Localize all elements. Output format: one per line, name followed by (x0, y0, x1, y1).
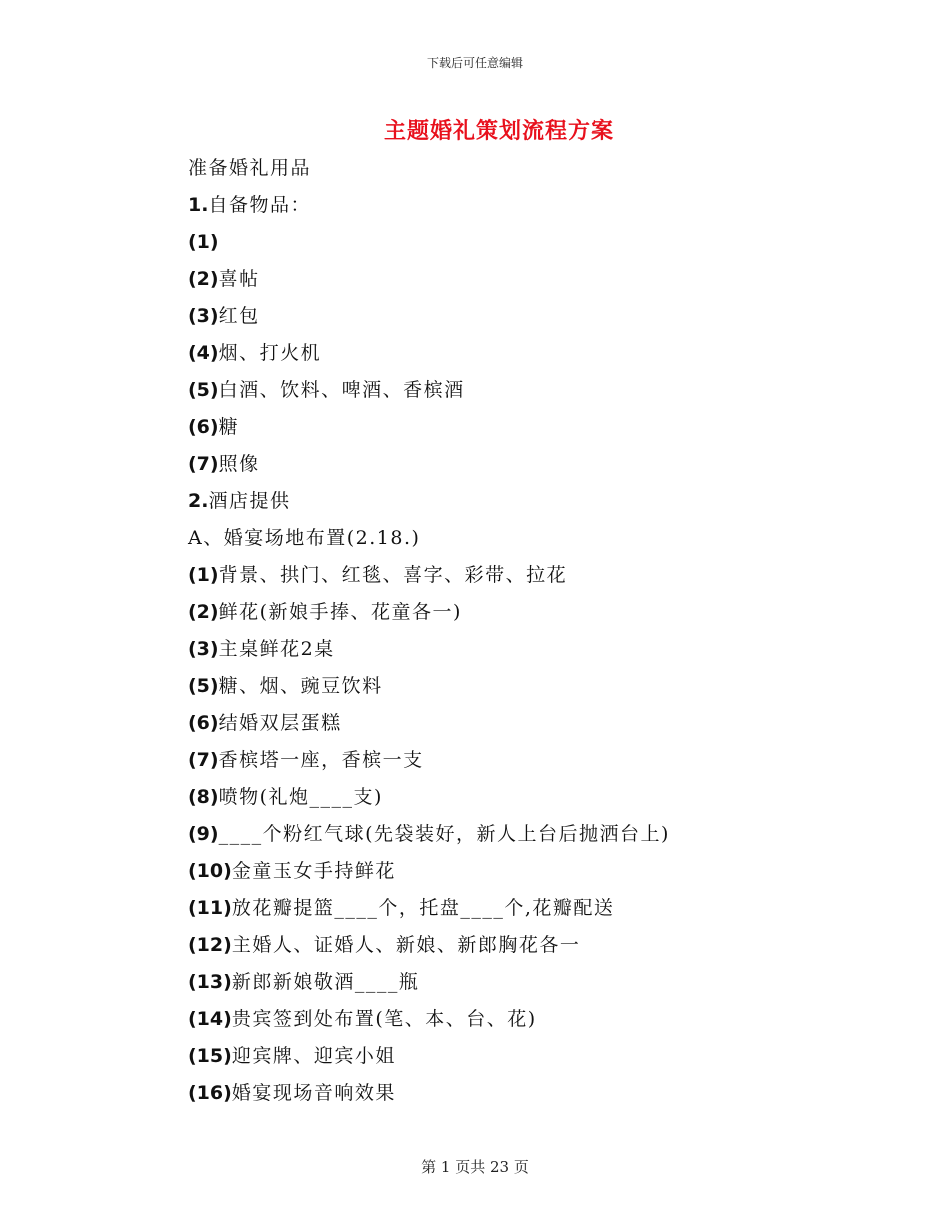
item-text: A、婚宴场地布置(2.18.) (188, 527, 421, 549)
document-title: 主题婚礼策划流程方案 (383, 118, 614, 144)
item-text: 香槟塔一座，香槟一支 (218, 749, 424, 771)
item-number: (3) (188, 638, 219, 660)
item-text: 照像 (218, 453, 260, 475)
item-number: (8) (188, 786, 219, 808)
list-item (188, 1001, 888, 1038)
list-item (188, 668, 888, 705)
list-item (188, 187, 888, 224)
item-text: 喜帖 (218, 268, 260, 290)
item-number: (2) (188, 601, 219, 623)
item-number: (16) (188, 1082, 232, 1104)
list-item (188, 298, 888, 335)
item-text: 鲜花(新娘手捧、花童各一) (218, 601, 462, 623)
item-text: 婚宴现场音响效果 (231, 1082, 396, 1104)
item-number: (7) (188, 749, 219, 771)
item-number: (3) (188, 305, 219, 327)
list-item (188, 890, 888, 927)
list-item (188, 927, 888, 964)
list-item (188, 1038, 888, 1075)
page-footer: 第 1 页共 23 页 (421, 1158, 529, 1176)
item-number: (14) (188, 1008, 232, 1030)
document-body (188, 150, 888, 1112)
item-text: 糖、烟、豌豆饮料 (218, 675, 383, 697)
item-text: 主婚人、证婚人、新娘、新郎胸花各一 (231, 934, 581, 956)
item-text: 酒店提供 (208, 490, 291, 512)
list-item (188, 779, 888, 816)
list-item (188, 631, 888, 668)
header-note: 下载后可任意编辑 (426, 56, 523, 70)
item-text: 白酒、饮料、啤酒、香槟酒 (218, 379, 465, 401)
item-number: (10) (188, 860, 232, 882)
list-item (188, 483, 888, 520)
item-text: 红包 (218, 305, 260, 327)
list-item (188, 742, 888, 779)
item-text: 自备物品： (208, 194, 311, 216)
item-number: (11) (188, 897, 232, 919)
item-number: (5) (188, 379, 219, 401)
item-number: (5) (188, 675, 219, 697)
list-item (188, 964, 888, 1001)
list-item (188, 372, 888, 409)
item-number: (9) (188, 823, 219, 845)
list-item (188, 816, 888, 853)
list-item (188, 150, 888, 187)
list-item (188, 594, 888, 631)
item-number: (7) (188, 453, 219, 475)
item-text: 金童玉女手持鲜花 (231, 860, 396, 882)
item-number: 1. (188, 194, 209, 216)
list-item (188, 409, 888, 446)
list-item (188, 705, 888, 742)
list-item (188, 335, 888, 372)
item-text: 糖 (218, 416, 240, 438)
item-number: (2) (188, 268, 219, 290)
item-number: (12) (188, 934, 232, 956)
item-text: 迎宾牌、迎宾小姐 (231, 1045, 396, 1067)
list-item (188, 261, 888, 298)
item-text: 喷物(礼炮____支) (218, 786, 383, 808)
list-item (188, 1075, 888, 1112)
item-text: 结婚双层蛋糕 (218, 712, 342, 734)
item-text: 贵宾签到处布置(笔、本、台、花) (231, 1008, 537, 1030)
item-text: 新郎新娘敬酒____瓶 (231, 971, 420, 993)
list-item (188, 520, 888, 557)
item-text: 放花瓣提篮____个，托盘____个,花瓣配送 (231, 897, 615, 919)
item-number: (6) (188, 712, 219, 734)
item-text: 背景、拱门、红毯、喜字、彩带、拉花 (218, 564, 568, 586)
item-number: (6) (188, 416, 219, 438)
item-text: ____个粉红气球(先袋装好，新人上台后抛洒台上) (218, 823, 670, 845)
item-text: 准备婚礼用品 (188, 157, 312, 179)
list-item (188, 224, 888, 261)
item-number: (13) (188, 971, 232, 993)
list-item (188, 557, 888, 594)
item-number: (1) (188, 564, 219, 586)
list-item (188, 446, 888, 483)
list-item (188, 853, 888, 890)
item-text: 主桌鲜花2桌 (218, 638, 335, 660)
item-text: 烟、打火机 (218, 342, 322, 364)
item-number: (1) (188, 231, 219, 253)
item-number: 2. (188, 490, 209, 512)
item-number: (15) (188, 1045, 232, 1067)
item-number: (4) (188, 342, 219, 364)
